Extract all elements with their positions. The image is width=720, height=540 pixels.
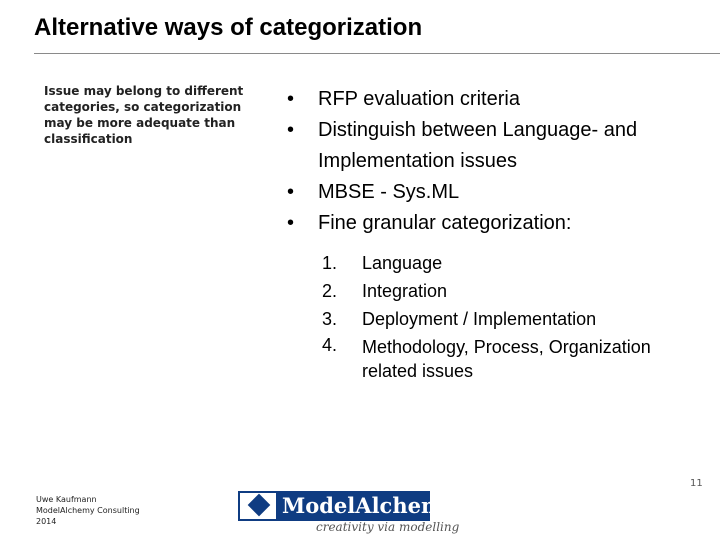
footer-author-name: Uwe Kaufmann xyxy=(36,495,97,504)
bullet-text: RFP evaluation criteria xyxy=(318,88,520,110)
category-text: Language xyxy=(362,253,443,273)
footer-credits xyxy=(36,494,140,527)
logo-tagline: creativity via modelling xyxy=(316,520,460,534)
bullet-text: Distinguish between Language- and Implementation issues xyxy=(318,119,638,172)
bullet-marker: • xyxy=(287,212,295,234)
category-number: 2. xyxy=(322,281,338,301)
footer-year: 2014 xyxy=(36,517,57,526)
logo-name: ModelAlchemy xyxy=(282,493,456,518)
slide-title: Alternative ways of categorization xyxy=(34,14,423,41)
bullet-item xyxy=(287,115,687,177)
category-number: 4. xyxy=(322,335,338,355)
bullet-text: Fine granular categorization: xyxy=(318,212,572,234)
category-list xyxy=(322,249,652,383)
category-item xyxy=(322,305,652,333)
bullet-text: MBSE - Sys.ML xyxy=(318,181,460,203)
category-number: 1. xyxy=(322,253,338,273)
page-number: 11 xyxy=(690,478,703,489)
diamond-icon xyxy=(248,494,271,517)
logo-banner xyxy=(238,491,456,521)
logo-mark xyxy=(240,493,276,519)
category-text: Methodology, Process, Organization related issues xyxy=(362,337,651,381)
bullet-list xyxy=(287,84,687,239)
bullet-item xyxy=(287,84,687,115)
category-text: Deployment / Implementation xyxy=(362,309,597,329)
company-logo xyxy=(238,491,460,534)
sidebar-note: Issue may belong to different categories, so categorization may be more adequate than classification xyxy=(44,84,244,146)
category-item xyxy=(322,277,652,305)
bullet-marker: • xyxy=(287,119,295,141)
footer-company: ModelAlchemy Consulting xyxy=(36,506,140,515)
bullet-marker: • xyxy=(287,88,295,110)
category-number: 3. xyxy=(322,309,338,329)
category-item xyxy=(322,333,652,383)
category-item xyxy=(322,249,652,277)
category-text: Integration xyxy=(362,281,448,301)
title-divider xyxy=(34,53,720,54)
bullet-item xyxy=(287,177,687,208)
bullet-item xyxy=(287,208,687,239)
bullet-marker: • xyxy=(287,181,295,203)
